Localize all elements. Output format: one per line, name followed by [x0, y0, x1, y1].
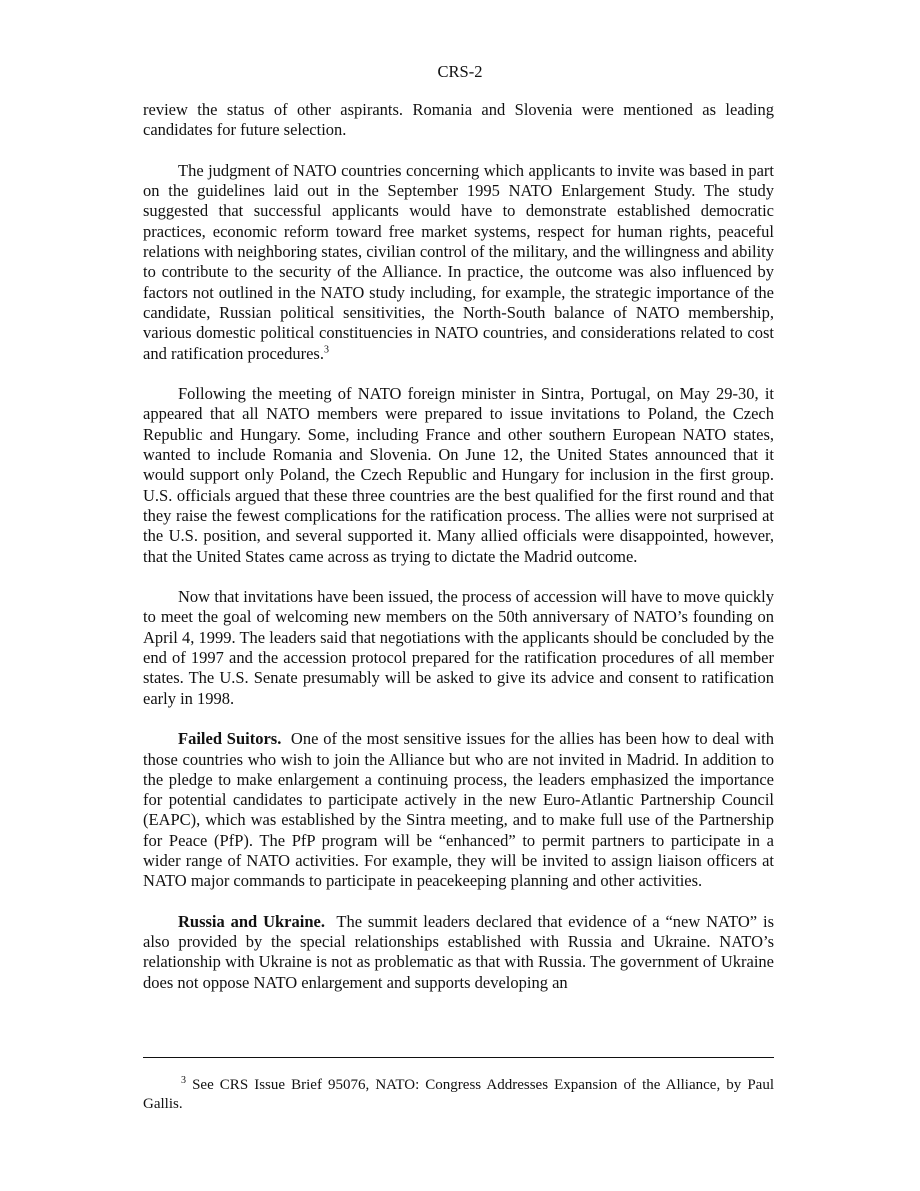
paragraph-continuation: review the status of other aspirants. Romania and Slovenia were mentioned as leading candidates for future selection.	[143, 100, 774, 140]
footnote-marker: 3	[181, 1075, 186, 1086]
footnote	[143, 1076, 774, 1114]
paragraph-failed-suitors	[143, 729, 774, 891]
page-label: CRS-2	[437, 62, 483, 81]
footnote-divider	[143, 1057, 774, 1058]
section-heading-russia-ukraine: Russia and Ukraine.	[178, 911, 325, 931]
section-heading-failed-suitors: Failed Suitors.	[178, 729, 282, 749]
paragraph-text: One of the most sensitive issues for the allies has been how to deal with those countries who wish to join the Alliance but who are not invited in Madrid. In addition to the pledge to make enlargement a continuing process, the leaders emphasized the importance for potential candidates to participate actively in the new Euro-Atlantic Partnership Council (EAPC), which was established by the Sintra meeting, and to make full use of the Partnership for Peace (PfP). The PfP program will be “enhanced” to permit partners to participate in a wider range of NATO activities. For example, they will be invited to assign liaison officers at NATO major commands to participate in peacekeeping planning and other activities.	[143, 729, 774, 891]
paragraph-accession: Now that invitations have been issued, the process of accession will have to move quickly to meet the goal of welcoming new members on the 50th anniversary of NATO’s founding on April 4, 1999. The leaders said that negotiations with the applicants should be concluded by the end of 1997 and the accession protocol prepared for the ratification procedures of all member states. The U.S. Senate presumably will be asked to give its advice and consent to ratification early in 1998.	[143, 587, 774, 708]
document-body	[143, 100, 774, 1013]
footnote-entry	[143, 1076, 774, 1114]
paragraph-enlargement-study	[143, 161, 774, 364]
page-header	[0, 62, 920, 82]
paragraph-text: The summit leaders declared that evidence of a “new NATO” is also provided by the special relationships established with Russia and Ukraine. NATO’s relationship with Ukraine is not as problematic as that with Russia. The government of Ukraine does not oppose NATO enlargement and supports developing an	[143, 911, 774, 992]
paragraph-text: The judgment of NATO countries concerning which applicants to invite was based in part on the guidelines laid out in the September 1995 NATO Enlargement Study. The study suggested that successful applicants would have to demonstrate established democratic practices, economic reform toward free market systems, respect for human rights, peaceful relations with neighboring states, civilian control of the military, and the willingness and ability to contribute to the security of the Alliance. In practice, the outcome was also influenced by factors not outlined in the NATO study including, for example, the strategic importance of the candidate, Russian political sensitivities, the North-South balance of NATO membership, various domestic political constituencies in NATO countries, and considerations related to cost and ratification procedures.	[143, 160, 774, 363]
paragraph-russia-ukraine	[143, 912, 774, 993]
footnote-reference[interactable]: 3	[323, 344, 329, 356]
footnote-text: See CRS Issue Brief 95076, NATO: Congress Addresses Expansion of the Alliance, by Paul Gallis.	[143, 1077, 774, 1112]
paragraph-sintra-meeting: Following the meeting of NATO foreign minister in Sintra, Portugal, on May 29-30, it appeared that all NATO members were prepared to issue invitations to Poland, the Czech Republic and Hungary. Some, including France and other southern European NATO states, wanted to include Romania and Slovenia. On June 12, the United States announced that it would support only Poland, the Czech Republic and Hungary for inclusion in the first group. U.S. officials argued that these three countries are the best qualified for the first round and that they raise the fewest complications for the ratification process. The allies were not surprised at the U.S. position, and several supported it. Many allied officials were disappointed, however, that the United States came across as trying to dictate the Madrid outcome.	[143, 384, 774, 566]
